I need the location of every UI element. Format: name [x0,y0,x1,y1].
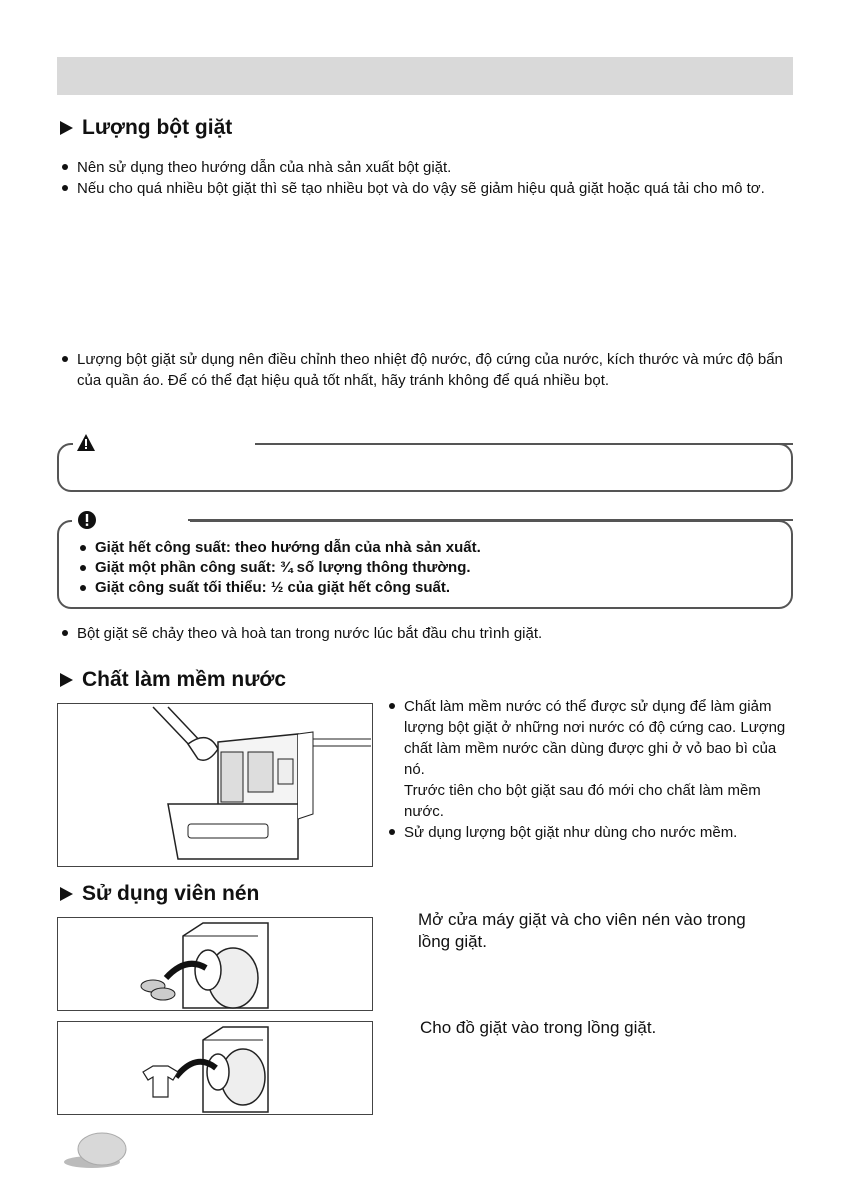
section-heading-detergent: Lượng bột giặt [60,116,232,140]
softener-note: Trước tiên cho bột giặt sau đó mới cho chất làm mềm nước. [404,782,761,820]
tablet-step-2-text: Cho đồ giặt vào trong lồng giặt. [420,1018,657,1037]
bullet-item: Lượng bột giặt sử dụng nên điều chỉnh theo nhiệt độ nước, độ cứng của nước, kích thước và mức độ bẩn của quần áo. Để có thể đạt hiệu quả tốt nhất, hãy tránh không để quá nhiều bọt. [57,349,797,391]
bullet-item: Sử dụng lượng bột giặt như dùng cho nước mềm. [384,822,794,843]
bullet-item: Nếu cho quá nhiều bột giặt thì sẽ tạo nhiều bọt và do vậy sẽ giảm hiệu quả giặt hoặc quá tải cho mô tơ. [57,178,787,199]
softener-drawer-illustration [57,703,373,867]
note-item: Giặt công suất tối thiểu: ½ của giặt hết công suất. [75,578,775,598]
dissolve-bullet [57,623,797,644]
detergent-bullets [57,157,787,199]
warning-triangle-icon [76,433,96,458]
header-bar [57,57,793,95]
section-heading-tablets: Sử dụng viên nén [60,882,259,906]
note-item: Giặt hết công suất: theo hướng dẫn của nhà sản xuất. [75,538,775,558]
section-heading-softener: Chất làm mềm nước [60,668,286,692]
softener-text [384,696,794,843]
bullet-item: Bột giặt sẽ chảy theo và hoà tan trong nước lúc bắt đầu chu trình giặt. [57,623,797,644]
bullet-item: Chất làm mềm nước có thể được sử dụng để làm giảm lượng bột giặt ở những nơi nước có độ cứng cao. Lượng chất làm mềm nước cần dùng được ghi ở vỏ bao bì của nó. [384,696,794,780]
laundry-step-illustration [57,1021,373,1115]
arrow-right-icon [60,121,73,135]
info-exclamation-icon [77,510,97,535]
arrow-right-icon [60,673,73,687]
page-tab [62,1132,128,1175]
arrow-right-icon [60,887,73,901]
detergent-bullet-3 [57,349,797,391]
bullet-item: Nên sử dụng theo hướng dẫn của nhà sản xuất bột giặt. [57,157,787,178]
tablet-step-illustration [57,917,373,1011]
note-list [75,538,775,598]
note-item: Giặt một phần công suất: ¾ số lượng thông thường. [75,558,775,578]
tablet-step-1-text: Mở cửa máy giặt và cho viên nén vào trong lồng giặt. [418,910,746,951]
